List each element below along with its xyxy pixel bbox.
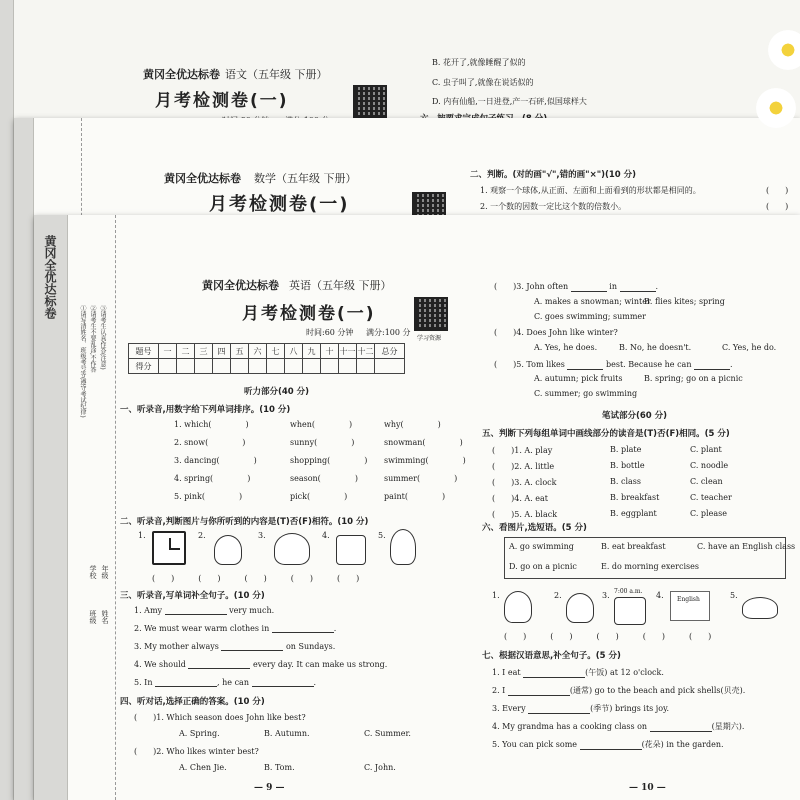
math-answer-1[interactable]: ( ) bbox=[766, 186, 789, 195]
q3-line-1: 1. Amy very much. bbox=[134, 606, 275, 615]
kids-at-table-picture bbox=[336, 535, 366, 565]
q4-q2-b: B. Tom. bbox=[264, 763, 295, 772]
q6-options-box bbox=[504, 537, 796, 579]
clock-picture bbox=[152, 531, 186, 565]
score-header-cell: 四 bbox=[213, 344, 231, 359]
q1-word[interactable]: pick( ) bbox=[290, 492, 348, 501]
field-grade: 年级 bbox=[101, 565, 109, 579]
q6-num-5: 5. bbox=[730, 591, 738, 600]
q7-title: 七、根据汉语意思,补全句子。(5 分) bbox=[482, 651, 621, 661]
math-item-1: 1. 观察一个球体,从正面、左面和上面看到的形状都是相同的。 bbox=[480, 186, 701, 195]
rc-q5-b: B. spring; go on a picnic bbox=[644, 374, 743, 383]
score-table bbox=[128, 343, 405, 374]
score-input-cell[interactable] bbox=[213, 359, 231, 374]
chinese-sheet-spine bbox=[0, 0, 14, 800]
field-name: 姓名 bbox=[101, 610, 109, 624]
english-class-picture bbox=[670, 591, 710, 621]
q1-word[interactable]: 1. which( ) bbox=[174, 420, 249, 429]
english-brand: 黄冈全优达标卷 bbox=[202, 279, 279, 292]
q4-q1-a: A. Spring. bbox=[179, 729, 220, 738]
daisy-decoration bbox=[768, 30, 800, 70]
q1-word[interactable]: 2. snow( ) bbox=[174, 438, 246, 447]
q1-word[interactable]: season( ) bbox=[290, 474, 358, 483]
score-header-cell: 总分 bbox=[375, 344, 405, 359]
q6-answers[interactable]: ( ) ( ) ( ) ( ) ( ) bbox=[504, 632, 712, 641]
q2-num-2: 2. bbox=[198, 531, 206, 540]
q5-word: C. teacher bbox=[690, 493, 732, 502]
q1-title: 一、听录音,用数字给下列单词排序。(10 分) bbox=[120, 405, 291, 415]
english-subject: 英语（五年级 下册） bbox=[289, 279, 392, 292]
written-title: 笔试部分(60 分) bbox=[602, 411, 668, 421]
q2-num-5: 5. bbox=[378, 531, 386, 540]
score-input-cell[interactable] bbox=[249, 359, 267, 374]
q5-title: 五、判断下列每组单词中画线部分的读音是(T)否(F)相同。(5 分) bbox=[482, 429, 730, 439]
q4-title: 四、听对话,选择正确的答案。(10 分) bbox=[120, 697, 265, 707]
q3-line-3: 3. My mother always on Sundays. bbox=[134, 642, 336, 651]
q4-q2-c: C. John. bbox=[364, 763, 396, 772]
q5-word: C. please bbox=[690, 509, 727, 518]
score-header-cell: 题号 bbox=[129, 344, 159, 359]
score-input-cell[interactable] bbox=[375, 359, 405, 374]
q5-word: B. breakfast bbox=[610, 493, 660, 502]
score-header-cell: 五 bbox=[231, 344, 249, 359]
english-title: 月考检测卷(一) bbox=[242, 304, 376, 324]
score-input-cell[interactable] bbox=[285, 359, 303, 374]
q2-num-1: 1. bbox=[138, 531, 146, 540]
q5-word: B. plate bbox=[610, 445, 642, 454]
q1-word[interactable]: 3. dancing( ) bbox=[174, 456, 257, 465]
q5-word[interactable]: ( )1. A. play bbox=[492, 446, 553, 455]
math-subject: 数学（五年级 下册） bbox=[254, 172, 357, 185]
score-header-cell: 一 bbox=[159, 344, 177, 359]
english-exam-sheet bbox=[34, 215, 800, 800]
q5-word: C. noodle bbox=[690, 461, 729, 470]
field-class: 班级 bbox=[89, 610, 97, 624]
q5-word[interactable]: ( )2. A. little bbox=[492, 462, 555, 471]
q5-word: B. bottle bbox=[610, 461, 645, 470]
q5-word: B. class bbox=[610, 477, 641, 486]
english-qr-caption: 学习资源 bbox=[417, 335, 442, 342]
english-score: 满分:100 分 bbox=[366, 328, 411, 337]
q1-word[interactable]: summer( ) bbox=[384, 474, 458, 483]
girl-picture bbox=[390, 529, 416, 565]
chinese-subject: 语文（五年级 下册） bbox=[225, 68, 328, 81]
q4-q1-c: C. Summer. bbox=[364, 729, 411, 738]
daisy-decoration bbox=[756, 88, 796, 128]
score-header-cell: 七 bbox=[267, 344, 285, 359]
q6-opt-c: C. have an English class bbox=[697, 542, 796, 551]
rc-q5-a: A. autumn; pick fruits bbox=[534, 374, 623, 383]
q1-word[interactable]: 4. spring( ) bbox=[174, 474, 251, 483]
score-header-cell: 六 bbox=[249, 344, 267, 359]
q2-title: 二、听录音,判断图片与你所听到的内容是(T)否(F)相符。(10 分) bbox=[120, 517, 369, 527]
english-qr-code[interactable] bbox=[414, 297, 448, 331]
english-margin bbox=[74, 215, 116, 800]
q4-q2-a: A. Chen Jie. bbox=[179, 763, 227, 772]
score-input-cell[interactable] bbox=[267, 359, 285, 374]
rc-q5-c: C. summer; go swimming bbox=[534, 389, 638, 398]
math-item-2: 2. 一个数的因数一定比这个数的倍数小。 bbox=[480, 202, 627, 211]
q1-word[interactable]: paint( ) bbox=[384, 492, 446, 501]
rc-q3: ( )3. John often in . bbox=[494, 282, 659, 291]
q5-word: C. clean bbox=[690, 477, 723, 486]
rc-q3-b: B. flies kites; spring bbox=[644, 297, 725, 306]
q6-opt-d: D. go on a picnic bbox=[509, 562, 577, 571]
q7-line-1: 1. I eat (午饭) at 12 o'clock. bbox=[492, 668, 664, 677]
q6-title: 六、看图片,选短语。(5 分) bbox=[482, 523, 587, 533]
q5-word: B. eggplant bbox=[610, 509, 657, 518]
q1-word[interactable]: when( ) bbox=[290, 420, 353, 429]
q6-clock-text: 7:00 a.m. bbox=[614, 588, 643, 595]
q2-num-4: 4. bbox=[322, 531, 330, 540]
q5-word[interactable]: ( )3. A. clock bbox=[492, 478, 557, 487]
q7-line-3: 3. Every (季节) brings its joy. bbox=[492, 704, 670, 713]
rc-q4-a: A. Yes, he does. bbox=[534, 343, 598, 352]
score-input-cell[interactable] bbox=[321, 359, 339, 374]
q6-num-1: 1. bbox=[492, 591, 500, 600]
score-header-cell: 十 bbox=[321, 344, 339, 359]
score-input-cell[interactable] bbox=[231, 359, 249, 374]
score-row-label: 得分 bbox=[129, 359, 159, 374]
english-time: 时间:60 分钟 bbox=[306, 328, 354, 337]
q6-num-2: 2. bbox=[554, 591, 562, 600]
swimming-picture bbox=[742, 597, 778, 619]
q6-opt-b: B. eat breakfast bbox=[601, 542, 666, 551]
picnic-picture bbox=[504, 591, 532, 623]
english-sheet-spine: 黄冈全优达标卷 bbox=[34, 215, 68, 800]
english-note-3: ③请考生认真作答(注意) bbox=[99, 305, 106, 370]
chinese-brand: 黄冈全优达标卷 bbox=[143, 68, 220, 81]
score-input-cell[interactable] bbox=[159, 359, 177, 374]
rc-q4-b: B. No, he doesn't. bbox=[619, 343, 692, 352]
score-header-cell: 二 bbox=[177, 344, 195, 359]
field-school: 学校 bbox=[89, 565, 97, 579]
q2-answers[interactable]: ( ) ( ) ( ) ( ) ( ) bbox=[152, 574, 360, 583]
score-input-cell[interactable] bbox=[357, 359, 375, 374]
chinese-line-3: D. 内有仙船,一日进登,产一石砰,似国球样大 bbox=[432, 97, 587, 106]
q6-opt-a: A. go swimming bbox=[509, 542, 574, 551]
score-input-cell[interactable] bbox=[195, 359, 213, 374]
chinese-title: 月考检测卷(一) bbox=[155, 91, 289, 111]
q6-board-text: English bbox=[677, 596, 700, 603]
q3-line-4: 4. We should every day. It can make us strong. bbox=[134, 660, 388, 669]
kids-playing-picture bbox=[274, 533, 310, 565]
page-number-left: — 9 — bbox=[254, 783, 285, 793]
q1-word[interactable]: snowman( ) bbox=[384, 438, 463, 447]
exercise-picture bbox=[614, 597, 646, 625]
q4-q1: ( )1. Which season does John like best? bbox=[134, 713, 306, 722]
q6-opt-e: E. do morning exercises bbox=[601, 562, 699, 571]
q1-word[interactable]: why( ) bbox=[384, 420, 441, 429]
kids-planting-picture bbox=[214, 535, 242, 565]
q7-line-2: 2. I (通常) go to the beach and pick shells(贝壳). bbox=[492, 686, 746, 695]
q1-word[interactable]: sunny( ) bbox=[290, 438, 355, 447]
english-note-2: ②请考生不要乱涂,不作答 bbox=[89, 305, 96, 373]
math-title: 月考检测卷(一) bbox=[209, 194, 350, 215]
breakfast-picture bbox=[566, 593, 594, 623]
chinese-line-2: C. 虫子叫了,就像在说话似的 bbox=[432, 78, 534, 87]
q3-line-2: 2. We must wear warm clothes in . bbox=[134, 624, 337, 633]
q5-word: C. plant bbox=[690, 445, 722, 454]
q2-num-3: 3. bbox=[258, 531, 266, 540]
listening-title: 听力部分(40 分) bbox=[244, 387, 310, 397]
chinese-qr-code[interactable] bbox=[353, 85, 387, 119]
q4-q2: ( )2. Who likes winter best? bbox=[134, 747, 259, 756]
q5-word[interactable]: ( )4. A. eat bbox=[492, 494, 548, 503]
rc-q4-c: C. Yes, he do. bbox=[722, 343, 777, 352]
rc-q3-a: A. makes a snowman; winter bbox=[534, 297, 651, 306]
math-sheet-spine bbox=[14, 118, 34, 800]
q6-num-3: 3. bbox=[602, 591, 610, 600]
score-input-cell[interactable] bbox=[303, 359, 321, 374]
rc-q4: ( )4. Does John like winter? bbox=[494, 328, 618, 337]
q1-word[interactable]: shopping( ) bbox=[290, 456, 368, 465]
math-brand: 黄冈全优达标卷 bbox=[164, 172, 241, 185]
score-header-cell: 九 bbox=[303, 344, 321, 359]
q1-word[interactable]: 5. pink( ) bbox=[174, 492, 243, 501]
score-input-cell[interactable] bbox=[339, 359, 357, 374]
q4-q1-b: B. Autumn. bbox=[264, 729, 310, 738]
q1-word[interactable]: swimming( ) bbox=[384, 456, 466, 465]
math-answer-2[interactable]: ( ) bbox=[766, 202, 789, 211]
q6-num-4: 4. bbox=[656, 591, 664, 600]
score-header-cell: 十一 bbox=[339, 344, 357, 359]
rc-q5: ( )5. Tom likes best. Because he can . bbox=[494, 360, 733, 369]
q7-line-5: 5. You can pick some (花朵) in the garden. bbox=[492, 740, 724, 749]
score-header-cell: 十二 bbox=[357, 344, 375, 359]
rc-q3-c: C. goes swimming; summer bbox=[534, 312, 646, 321]
q7-line-4: 4. My grandma has a cooking class on (星期六). bbox=[492, 722, 745, 731]
score-input-cell[interactable] bbox=[177, 359, 195, 374]
score-header-cell: 八 bbox=[285, 344, 303, 359]
english-note-1: ①请写清姓名、班级考号等(遵守考试纪律) bbox=[79, 305, 86, 418]
chinese-line-1: B. 花开了,就像睡醒了似的 bbox=[432, 58, 526, 67]
q5-word[interactable]: ( )5. A. black bbox=[492, 510, 558, 519]
math-section-2: 二、判断。(对的画"√",错的画"×")(10 分) bbox=[470, 170, 637, 180]
score-header-cell: 三 bbox=[195, 344, 213, 359]
page-number-right: — 10 — bbox=[629, 783, 666, 793]
q3-line-5: 5. In , he can . bbox=[134, 678, 317, 687]
q3-title: 三、听录音,写单词补全句子。(10 分) bbox=[120, 591, 265, 601]
